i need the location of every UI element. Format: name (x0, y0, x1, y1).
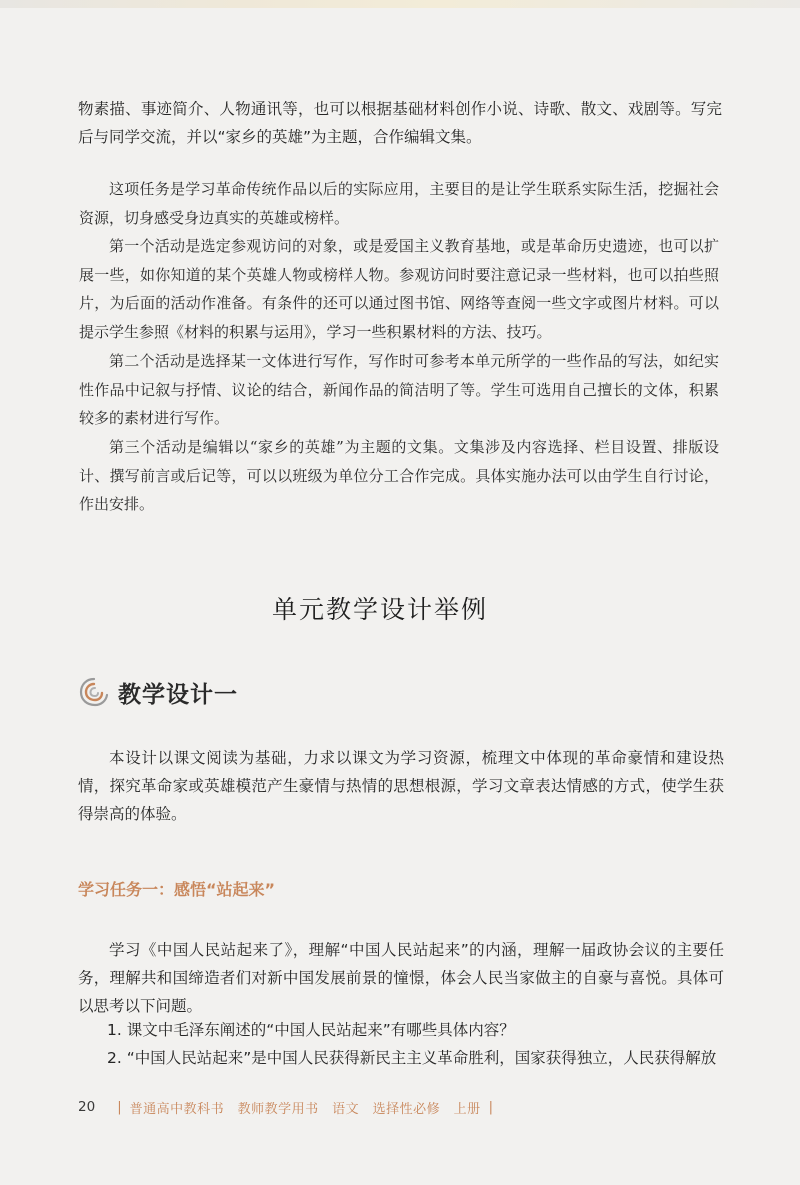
page-footer (78, 1097, 501, 1117)
design-intro-paragraph: 本设计以课文阅读为基础，力求以课文为学习资源，梳理文中体现的革命豪情和建设热情，探究革命家或英雄模范产生豪情与热情的思想根源，学习文章表达情感的方式，使学生获得崇高的体验。 (78, 749, 724, 823)
design-title: 教学设计一 (118, 681, 238, 708)
question-item-2: 2. “中国人民站起来”是中国人民获得新民主主义革命胜利，国家获得独立，人民获得解放 (107, 1049, 717, 1067)
footer-divider-right: | (488, 1099, 493, 1115)
swirl-icon (78, 676, 110, 708)
note-paragraph-3: 第二个活动是选择某一文体进行写作，写作时可参考本单元所学的一些作品的写法，如纪实性作品中记叙与抒情、议论的结合，新闻作品的简洁明了等。学生可选用自己擅长的文体，积累较多的素材进行写作。 (79, 352, 719, 427)
task-intro-paragraph: 学习《中国人民站起来了》，理解“中国人民站起来”的内涵，理解一届政协会议的主要任务，理解共和国缔造者们对新中国发展前景的憧憬，体会人民当家做主的自豪与喜悦。具体可以思考以下问题。 (78, 941, 724, 1015)
top-color-band (0, 0, 800, 8)
book-title: 普通高中教科书 教师教学用书 语文 选择性必修 上册 (129, 1101, 481, 1117)
note-paragraph-2: 第一个活动是选定参观访问的对象，或是爱国主义教育基地，或是革命历史遗迹，也可以扩展一些，如你知道的某个英雄人物或榜样人物。参观访问时要注意记录一些材料，也可以拍些照片，为后面的活动作准备。有条件的还可以通过图书馆、网络等查阅一些文字或图片材料。可以提示学生参照《材料的积累与运用》，学习一些积累材料的方法、技巧。 (79, 237, 719, 341)
note-paragraph-4: 第三个活动是编辑以“家乡的英雄”为主题的文集。文集涉及内容选择、栏目设置、排版设计、撰写前言或后记等，可以以班级为单位分工合作完成。具体实施办法可以由学生自行讨论，作出安排。 (79, 438, 719, 513)
note-paragraph-1: 这项任务是学习革命传统作品以后的实际应用，主要目的是让学生联系实际生活，挖掘社会资源，切身感受身边真实的英雄或榜样。 (79, 180, 719, 227)
intro-paragraph: 物素描、事迹简介、人物通讯等，也可以根据基础材料创作小说、诗歌、散文、戏剧等。写完后与同学交流，并以“家乡的英雄”为主题，合作编辑文集。 (78, 100, 722, 146)
question-item-1: 1. 课文中毛泽东阐述的“中国人民站起来”有哪些具体内容？ (107, 1021, 515, 1039)
page-number: 20 (78, 1099, 96, 1115)
design-heading (78, 672, 238, 712)
task-heading: 学习任务一：感悟“站起来” (78, 880, 276, 899)
footer-divider-left: | (117, 1099, 122, 1115)
section-title: 单元教学设计举例 (271, 595, 488, 624)
